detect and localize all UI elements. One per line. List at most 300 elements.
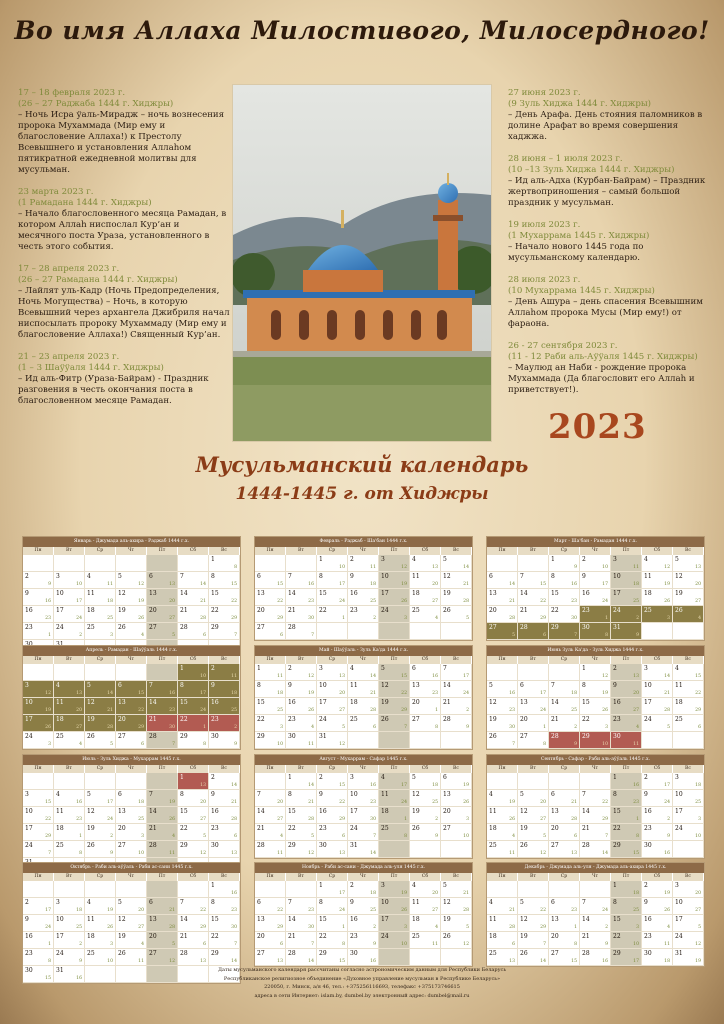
mosque-photo [232, 84, 492, 442]
day-cell [317, 773, 348, 790]
day-cell [317, 715, 348, 732]
day-cell [178, 949, 209, 966]
day-cell [379, 681, 410, 698]
day-cell [317, 732, 348, 749]
weekday-label: Ср [85, 873, 116, 881]
hijri-day: 1 [543, 725, 546, 730]
hijri-day: 16 [76, 976, 82, 981]
weekday-label: Ср [317, 656, 348, 664]
hijri-day: 17 [633, 959, 639, 964]
hijri-day: 24 [540, 708, 546, 713]
hijri-day: 26 [107, 925, 113, 930]
day-cell [85, 898, 116, 915]
day-cell [379, 715, 410, 732]
gregorian-day: 26 [520, 950, 528, 957]
hijri-day: 1 [605, 616, 608, 621]
day-cell [147, 623, 178, 640]
gregorian-day: 2 [319, 774, 323, 781]
hijri-day: 24 [602, 908, 608, 913]
day-cell [379, 732, 410, 749]
gregorian-day: 19 [675, 590, 683, 597]
day-cell [487, 807, 518, 824]
hijri-day: 17 [540, 691, 546, 696]
day-cell [209, 664, 240, 681]
footer-line: Даты мусульманского календаря рассчитаны согласно астрономическим данным для Республики Беларусь [217, 967, 507, 973]
day-cell [286, 773, 317, 790]
hijri-day: 5 [203, 834, 206, 839]
gregorian-day: 26 [412, 825, 420, 832]
gregorian-day: 9 [582, 573, 586, 580]
hijri-day: 10 [602, 565, 608, 570]
gregorian-day: 3 [675, 882, 679, 889]
hijri-day: 11 [138, 959, 144, 964]
gregorian-day: 12 [520, 916, 528, 923]
hijri-day: 17 [401, 783, 407, 788]
day-cell [673, 715, 704, 732]
day-cell [116, 932, 147, 949]
gregorian-day: 20 [551, 933, 559, 940]
day-cell [178, 732, 209, 749]
hijri-day: 30 [169, 725, 175, 730]
gregorian-day: 23 [319, 825, 327, 832]
day-cell [410, 881, 441, 898]
gregorian-day: 25 [87, 950, 95, 957]
hijri-day: 29 [231, 616, 237, 621]
day-cell [286, 898, 317, 915]
weekday-label: Вт [54, 656, 85, 664]
gregorian-day: 17 [381, 590, 389, 597]
gregorian-day: 1 [211, 556, 215, 563]
hijri-day: 5 [342, 725, 345, 730]
hijri-day: 14 [231, 783, 237, 788]
day-cell [147, 715, 178, 732]
day-grid [487, 664, 704, 749]
hijri-day: 6 [280, 633, 283, 638]
gregorian-day: 23 [25, 950, 33, 957]
day-cell [317, 949, 348, 966]
gregorian-day: 27 [443, 825, 451, 832]
weekday-label: Вт [518, 656, 549, 664]
month-header: Март - Ша'бан - Рамадан 1444 г.х. [487, 537, 704, 547]
gregorian-day: 21 [582, 825, 590, 832]
hijri-day: 25 [695, 800, 701, 805]
month-11 [254, 862, 473, 967]
day-cell [580, 841, 611, 858]
gregorian-day: 8 [257, 682, 261, 689]
day-cell [85, 949, 116, 966]
hijri-day: 25 [633, 908, 639, 913]
day-cell [23, 732, 54, 749]
gregorian-day: 19 [443, 916, 451, 923]
hijri-day: 15 [401, 674, 407, 679]
day-cell [116, 824, 147, 841]
gregorian-day: 9 [25, 916, 29, 923]
hijri-day: 21 [664, 691, 670, 696]
gregorian-day: 29 [613, 950, 621, 957]
weekday-label: Сб [642, 765, 673, 773]
gregorian-day: 14 [180, 590, 188, 597]
day-grid [255, 881, 472, 966]
day-cell [286, 555, 317, 572]
gregorian-day: 14 [582, 916, 590, 923]
gregorian-day: 25 [675, 716, 683, 723]
day-cell [642, 555, 673, 572]
day-cell [379, 664, 410, 681]
hijri-day: 21 [107, 708, 113, 713]
gregorian-day: 5 [87, 682, 91, 689]
day-cell [255, 715, 286, 732]
gregorian-day: 27 [118, 842, 126, 849]
day-cell [348, 698, 379, 715]
gregorian-day: 1 [582, 665, 586, 672]
day-cell [348, 732, 379, 749]
hijri-day: 20 [432, 582, 438, 587]
hijri-day: 13 [277, 959, 283, 964]
weekday-label: Ср [549, 873, 580, 881]
gregorian-day: 22 [211, 933, 219, 940]
day-cell [549, 715, 580, 732]
hijri-day: 25 [370, 908, 376, 913]
gregorian-day: 23 [350, 607, 358, 614]
gregorian-day: 15 [288, 808, 296, 815]
hijri-day: 24 [45, 925, 51, 930]
hijri-day: 2 [574, 725, 577, 730]
hijri-day: 19 [695, 959, 701, 964]
day-cell [441, 807, 472, 824]
hijri-day: 21 [370, 691, 376, 696]
day-cell [642, 606, 673, 623]
day-cell [611, 807, 642, 824]
day-cell [23, 623, 54, 640]
gregorian-day: 10 [613, 573, 621, 580]
day-cell [23, 824, 54, 841]
weekday-label: Ср [549, 547, 580, 555]
day-cell [441, 555, 472, 572]
gregorian-day: 1 [288, 774, 292, 781]
day-cell [85, 807, 116, 824]
hijri-day: 10 [200, 674, 206, 679]
gregorian-day: 14 [149, 808, 157, 815]
day-cell [209, 898, 240, 915]
hijri-day: 6 [698, 725, 701, 730]
gregorian-day: 7 [180, 899, 184, 906]
hijri-day: 19 [107, 908, 113, 913]
hijri-day: 15 [571, 959, 577, 964]
hijri-day: 3 [404, 616, 407, 621]
gregorian-day: 24 [25, 842, 33, 849]
day-cell [487, 824, 518, 841]
day-cell [518, 807, 549, 824]
gregorian-day: 19 [87, 716, 95, 723]
day-cell [518, 589, 549, 606]
gregorian-day: 24 [350, 825, 358, 832]
gregorian-day: 29 [582, 733, 590, 740]
gregorian-day: 10 [25, 699, 33, 706]
hijri-day: 16 [633, 783, 639, 788]
day-cell [286, 732, 317, 749]
weekday-label: Сб [642, 656, 673, 664]
hijri-day: 2 [605, 925, 608, 930]
day-cell [116, 773, 147, 790]
hijri-day: 26 [401, 908, 407, 913]
hijri-day: 4 [636, 725, 639, 730]
weekday-label: Вс [673, 873, 704, 881]
hijri-day: 14 [602, 851, 608, 856]
weekday-label: Вт [518, 765, 549, 773]
hijri-day: 28 [463, 908, 469, 913]
gregorian-day: 19 [412, 808, 420, 815]
day-cell [410, 824, 441, 841]
hijri-day: 6 [280, 942, 283, 947]
hijri-day: 27 [339, 708, 345, 713]
day-cell [178, 898, 209, 915]
day-cell [518, 915, 549, 932]
gregorian-day: 20 [520, 716, 528, 723]
hijri-day: 5 [110, 742, 113, 747]
day-cell [147, 824, 178, 841]
day-cell [255, 807, 286, 824]
day-cell [580, 681, 611, 698]
gregorian-day: 22 [319, 933, 327, 940]
gregorian-day: 17 [319, 699, 327, 706]
gregorian-day: 25 [412, 607, 420, 614]
day-cell [317, 664, 348, 681]
day-cell [286, 841, 317, 858]
hijri-day: 4 [435, 925, 438, 930]
event-hijri-date: (1 Рамадана 1444 г. Хиджры) [18, 198, 152, 208]
hijri-day: 3 [110, 942, 113, 947]
gregorian-day: 4 [56, 791, 60, 798]
day-cell [441, 681, 472, 698]
weekday-label: Сб [178, 765, 209, 773]
hijri-day: 11 [277, 674, 283, 679]
hijri-day: 10 [401, 942, 407, 947]
day-cell [580, 790, 611, 807]
gregorian-day: 9 [644, 791, 648, 798]
month-header: Октябрь - Раби аль-аўўаль - Раби ас-сани 1445 г.х. [23, 863, 240, 873]
gregorian-day: 20 [149, 607, 157, 614]
day-cell [85, 841, 116, 858]
weekday-label: Пн [23, 873, 54, 881]
gregorian-day: 20 [257, 607, 265, 614]
day-cell [611, 732, 642, 749]
weekday-label: Чт [580, 873, 611, 881]
gregorian-day: 21 [582, 933, 590, 940]
hijri-day: 12 [463, 942, 469, 947]
hijri-day: 23 [76, 817, 82, 822]
hijri-day: 23 [308, 599, 314, 604]
hijri-day: 9 [234, 742, 237, 747]
day-cell [23, 790, 54, 807]
day-cell [85, 681, 116, 698]
gregorian-day: 21 [551, 716, 559, 723]
gregorian-day: 4 [675, 665, 679, 672]
day-cell [611, 915, 642, 932]
day-cell [116, 572, 147, 589]
hijri-day: 19 [664, 891, 670, 896]
day-cell [255, 589, 286, 606]
day-cell [209, 932, 240, 949]
weekday-label: Пт [611, 873, 642, 881]
hijri-day: 29 [540, 925, 546, 930]
gregorian-day: 18 [381, 808, 389, 815]
hijri-day: 14 [308, 959, 314, 964]
hijri-day: 13 [200, 959, 206, 964]
hijri-day: 17 [45, 908, 51, 913]
hijri-day: 11 [633, 742, 639, 747]
gregorian-day: 9 [350, 573, 354, 580]
hijri-day: 12 [401, 565, 407, 570]
hijri-day: 12 [602, 674, 608, 679]
day-cell [116, 949, 147, 966]
hijri-day: 19 [401, 891, 407, 896]
day-cell [611, 932, 642, 949]
calendar-subtitle: 1444-1445 г. от Хиджры [235, 484, 489, 504]
day-cell [410, 681, 441, 698]
weekday-label: Сб [178, 873, 209, 881]
hijri-day: 2 [636, 616, 639, 621]
hijri-day: 25 [633, 599, 639, 604]
day-cell [116, 790, 147, 807]
day-cell [642, 681, 673, 698]
event-item [18, 187, 230, 253]
hijri-day: 15 [695, 674, 701, 679]
day-cell [379, 589, 410, 606]
day-cell [441, 824, 472, 841]
gregorian-day: 18 [350, 699, 358, 706]
day-cell [85, 732, 116, 749]
gregorian-day: 2 [211, 774, 215, 781]
gregorian-day: 16 [25, 607, 33, 614]
hijri-day: 19 [664, 582, 670, 587]
hijri-day: 3 [48, 742, 51, 747]
day-cell [611, 589, 642, 606]
hijri-day: 5 [172, 633, 175, 638]
hijri-day: 30 [308, 925, 314, 930]
day-cell [673, 589, 704, 606]
day-cell [209, 773, 240, 790]
gregorian-day: 23 [582, 607, 590, 614]
day-cell [580, 932, 611, 949]
day-grid [487, 555, 704, 640]
hijri-day: 19 [401, 582, 407, 587]
gregorian-day: 30 [211, 733, 219, 740]
weekday-row [255, 656, 472, 664]
day-cell [410, 606, 441, 623]
day-cell [85, 623, 116, 640]
gregorian-day: 8 [319, 573, 323, 580]
day-cell [611, 773, 642, 790]
gregorian-day: 11 [644, 573, 652, 580]
gregorian-day: 16 [25, 933, 33, 940]
hijri-day: 10 [339, 565, 345, 570]
day-cell [410, 841, 441, 858]
day-cell [286, 790, 317, 807]
day-cell [209, 915, 240, 932]
gregorian-day: 12 [412, 791, 420, 798]
hijri-day: 29 [277, 616, 283, 621]
hijri-day: 30 [231, 925, 237, 930]
gregorian-day: 14 [288, 916, 296, 923]
day-cell [348, 623, 379, 640]
hijri-day: 8 [342, 942, 345, 947]
day-cell [348, 589, 379, 606]
day-cell [549, 949, 580, 966]
gregorian-day: 11 [56, 699, 64, 706]
gregorian-day: 19 [381, 699, 389, 706]
day-cell [580, 881, 611, 898]
day-cell [410, 915, 441, 932]
gregorian-day: 31 [319, 733, 327, 740]
gregorian-day: 27 [489, 624, 497, 631]
gregorian-day: 17 [675, 808, 683, 815]
weekday-label: Вт [286, 547, 317, 555]
day-cell [54, 915, 85, 932]
day-cell [348, 898, 379, 915]
event-hijri-date: (26 – 27 Раджаба 1444 г. Хиджры) [18, 99, 174, 109]
hijri-day: 30 [571, 616, 577, 621]
gregorian-day: 25 [56, 733, 64, 740]
gregorian-day: 15 [613, 808, 621, 815]
day-cell [487, 898, 518, 915]
gregorian-day: 1 [551, 556, 555, 563]
gregorian-day: 11 [412, 573, 420, 580]
gregorian-day: 17 [56, 933, 64, 940]
gregorian-day: 6 [551, 899, 555, 906]
hijri-day: 3 [280, 725, 283, 730]
gregorian-day: 3 [56, 573, 60, 580]
day-cell [209, 881, 240, 898]
hijri-day: 29 [695, 708, 701, 713]
weekday-label: Пт [147, 656, 178, 664]
hijri-day: 4 [698, 616, 701, 621]
weekday-row [487, 873, 704, 881]
event-date: 17 – 28 апреля 2023 г. [18, 264, 120, 274]
day-cell [441, 732, 472, 749]
day-cell [54, 824, 85, 841]
day-cell [147, 932, 178, 949]
gregorian-day: 20 [118, 825, 126, 832]
gregorian-day: 16 [644, 808, 652, 815]
day-cell [441, 932, 472, 949]
hijri-day: 8 [234, 565, 237, 570]
weekday-label: Вс [673, 765, 704, 773]
weekday-label: Пн [255, 765, 286, 773]
hijri-day: 6 [512, 942, 515, 947]
gregorian-day: 6 [489, 573, 493, 580]
month-header: Ноябрь - Раби ас-сани - Джумада аль-уля 1445 г.х. [255, 863, 472, 873]
gregorian-day: 13 [443, 791, 451, 798]
day-cell [286, 824, 317, 841]
gregorian-day: 26 [675, 607, 683, 614]
hijri-day: 15 [339, 783, 345, 788]
weekday-label: Пт [611, 656, 642, 664]
day-cell [147, 915, 178, 932]
hijri-day: 6 [203, 633, 206, 638]
hijri-day: 3 [698, 817, 701, 822]
day-cell [441, 715, 472, 732]
hijri-day: 13 [169, 582, 175, 587]
hijri-day: 6 [543, 633, 546, 638]
weekday-label: Вс [209, 656, 240, 664]
event-description: – День Ашура – день спасения Всевышним Аллаhом пророка Мусы (Мир ему!) от фараона. [508, 297, 703, 329]
gregorian-day: 17 [25, 716, 33, 723]
gregorian-day: 5 [489, 682, 493, 689]
day-cell [348, 949, 379, 966]
day-cell [317, 606, 348, 623]
gregorian-day: 31 [350, 842, 358, 849]
day-cell [642, 698, 673, 715]
